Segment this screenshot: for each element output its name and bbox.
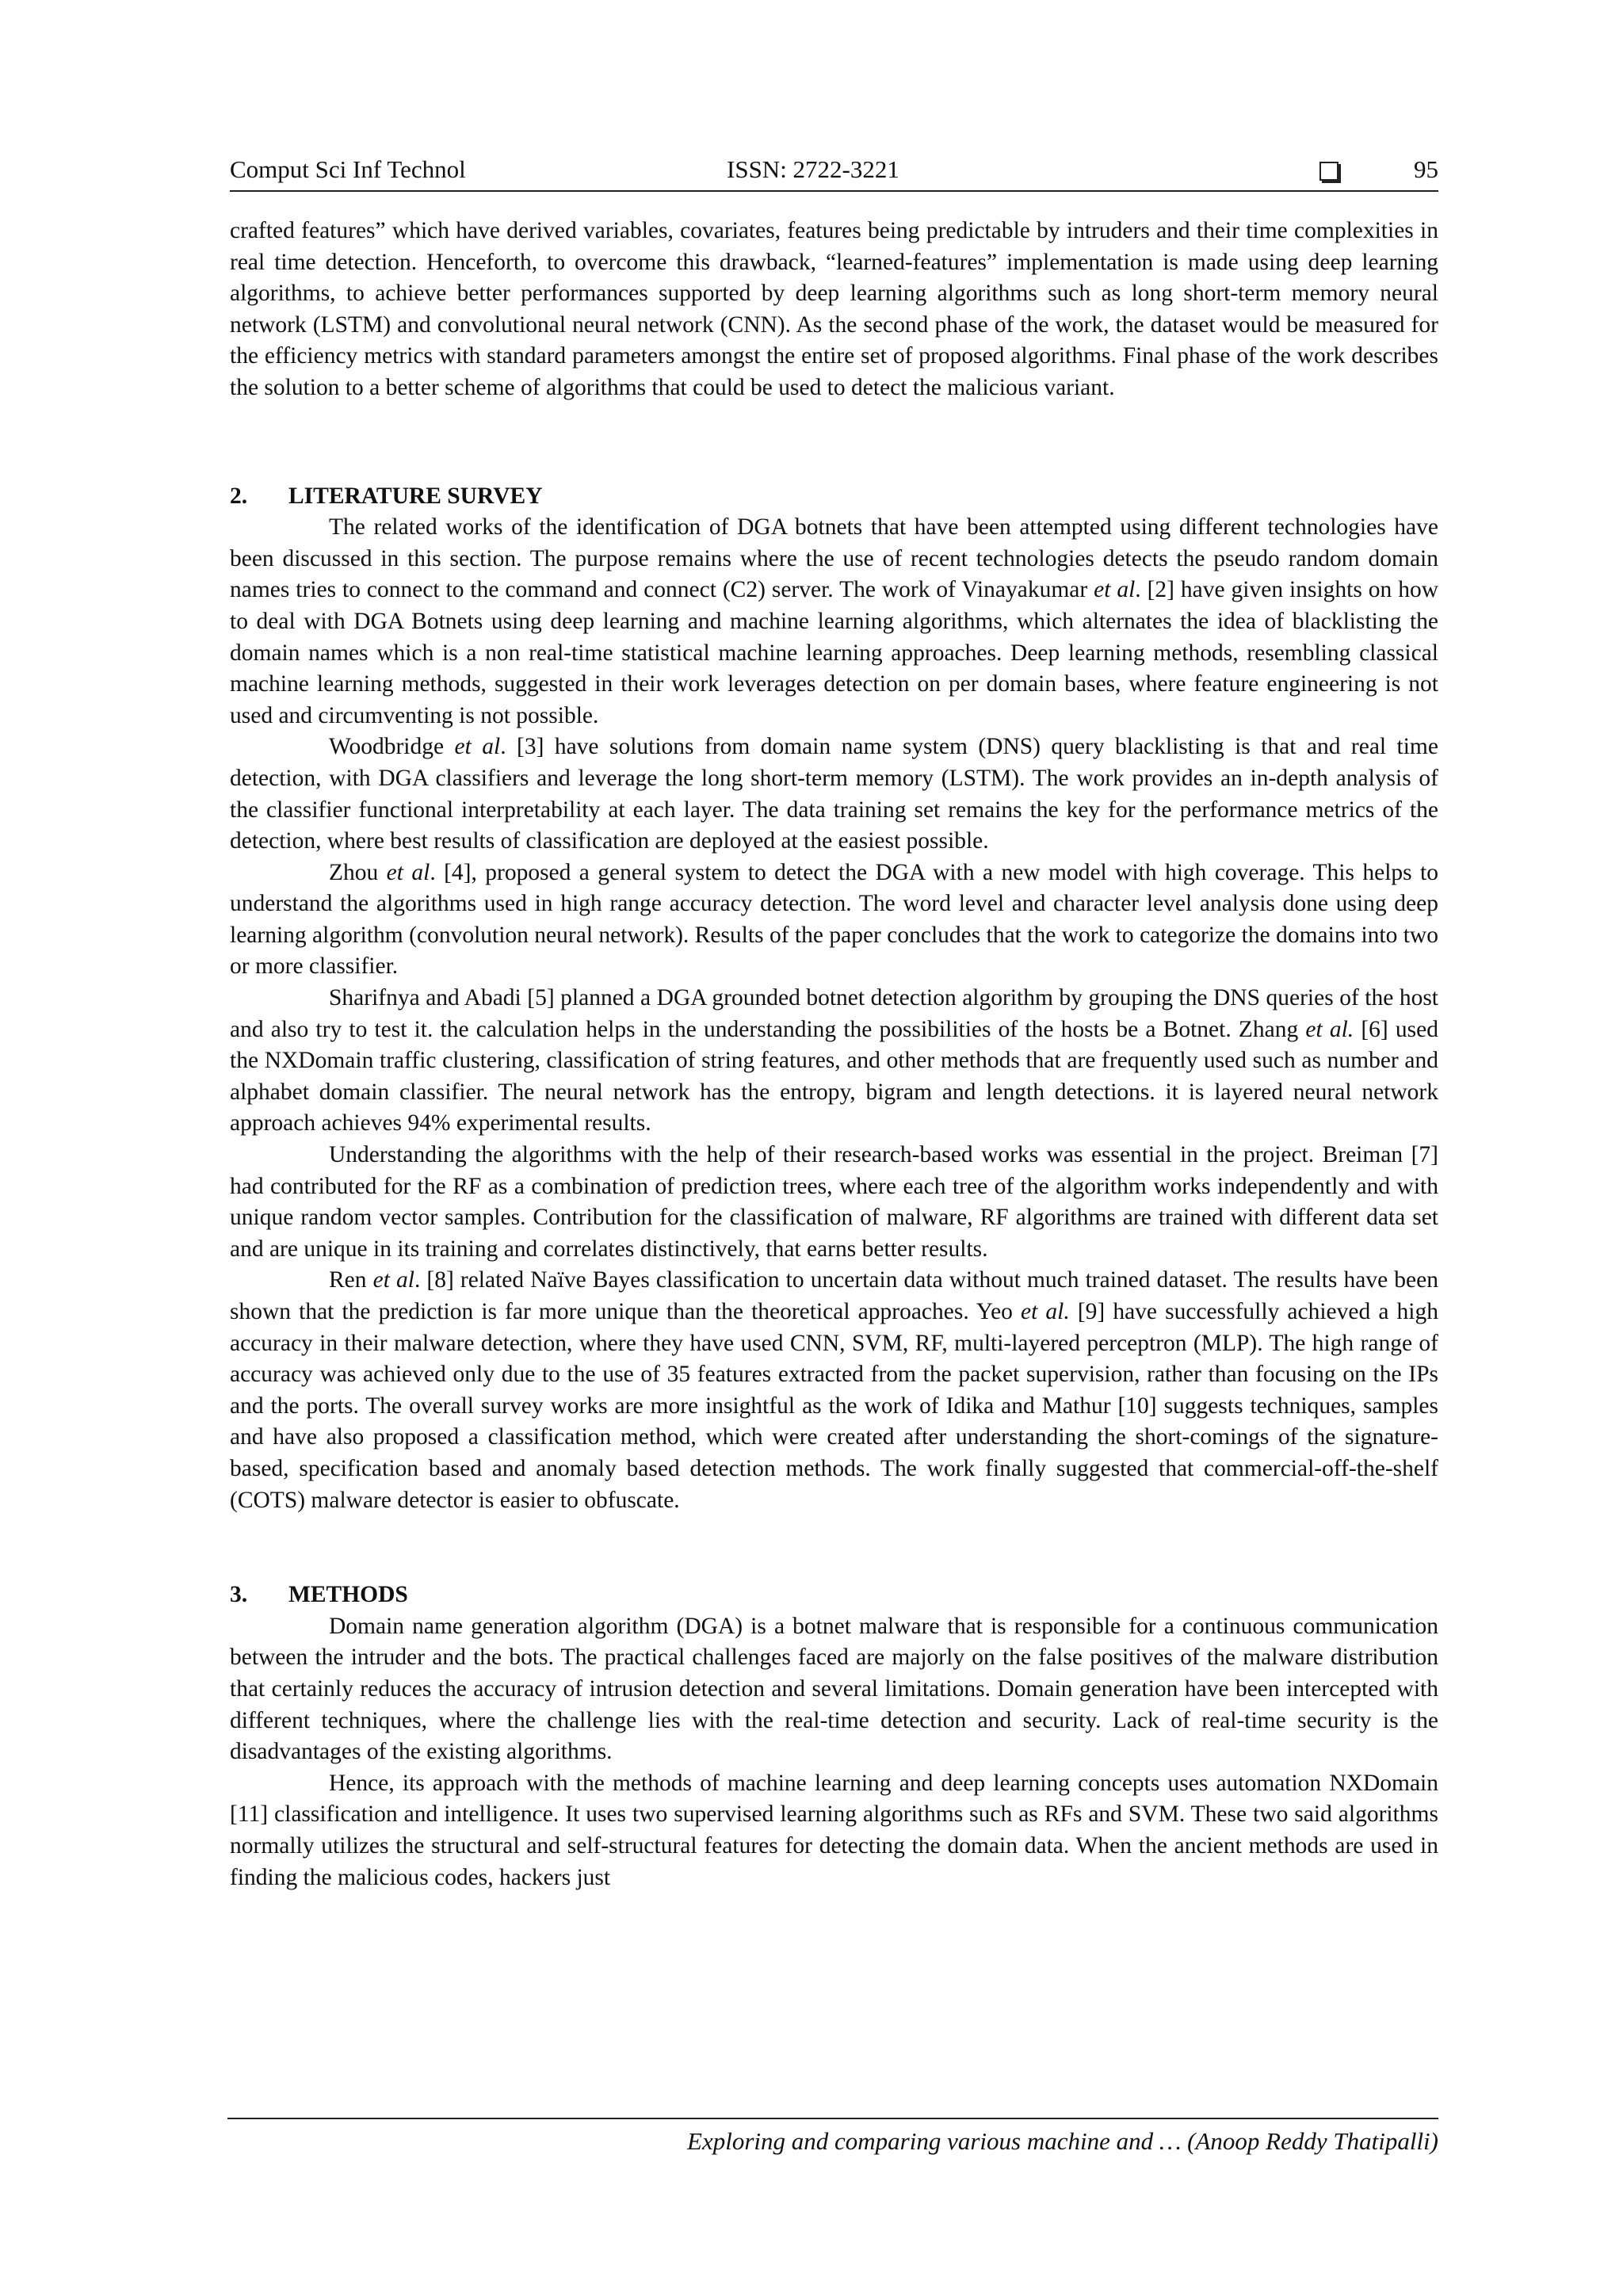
- issn: ISSN: 2722-3221: [727, 155, 899, 183]
- running-header: [230, 155, 1438, 192]
- literature-paragraph-5: Understanding the algorithms with the help of their research-based works was essential in the project. Breiman [7] had contributed for the RF as a combination of prediction trees, where each tree of the algorithm works independently and with unique random vector samples. Contribution for the classification of malware, RF algorithms are trained with different data set and are unique in its training and correlates distinctively, that earns better results.: [230, 1142, 1438, 1262]
- main-text: [230, 216, 1438, 1893]
- methods-paragraph-2: Hence, its approach with the methods of machine learning and deep learning concepts uses automation NXDomain [11] classification and intelligence. It uses two supervised learning algorithms such as RFs and SVM. These two said algorithms normally utilizes the structural and self-structural features for detecting the domain data. When the ancient methods are used in finding the malicious codes, hackers just: [230, 1770, 1438, 1890]
- methods-paragraph-1: Domain name generation algorithm (DGA) is a botnet malware that is responsible for a continuous communication between the intruder and the bots. The practical challenges faced are majorly on the false positives of the malware distribution that certainly reduces the accuracy of intrusion detection and several limitations. Domain generation have been intercepted with different techniques, where the challenge lies with the real-time detection and security. Lack of real-time security is the disadvantages of the existing algorithms.: [230, 1613, 1438, 1765]
- section-heading-methods: 3. METHODS: [230, 1582, 408, 1608]
- intro-continuation-paragraph: crafted features” which have derived variables, covariates, features being predictable by intruders and their time complexities in real time detection. Henceforth, to overcome this drawback, “learned-features” implementation is made using deep learning algorithms, to achieve better performances supported by deep learning algorithms such as long short-term memory neural network (LSTM) and convolutional neural network (CNN). As the second phase of the work, the dataset would be measured for the efficiency metrics with standard parameters amongst the entire set of proposed algorithms. Final phase of the work describes the solution to a better scheme of algorithms that could be used to detect the malicious variant.: [230, 218, 1438, 400]
- running-title: Exploring and comparing various machine and … (Anoop Reddy Thatipalli): [687, 2127, 1438, 2155]
- literature-paragraph-1: The related works of the identification of DGA botnets that have been attempted using different technologies have been discussed in this section. The purpose remains where the use of recent technologies detects the pseudo random domain names tries to connect to the command and connect (C2) server. The work of Vinayakumar et al. [2] have given insights on how to deal with DGA Botnets using deep learning and machine learning algorithms, which alternates the idea of blacklisting the domain names which is a non real-time statistical machine learning approaches. Deep learning methods, resembling classical machine learning methods, suggested in their work leverages detection on per domain bases, where feature engineering is not used and circumventing is not possible.: [230, 514, 1438, 728]
- page-number: 95: [1414, 155, 1438, 183]
- literature-paragraph-4: Sharifnya and Abadi [5] planned a DGA grounded botnet detection algorithm by grouping the DNS queries of the host and also try to test it. the calculation helps in the understanding the possibilities of the hosts be a Botnet. Zhang et al. [6] used the NXDomain traffic clustering, classification of string features, and other methods that are frequently used such as number and alphabet domain classifier. The neural network has the entropy, bigram and length detections. it is layered neural network approach achieves 94% experimental results.: [230, 985, 1438, 1137]
- literature-paragraph-6: Ren et al. [8] related Naïve Bayes classification to uncertain data without much trained dataset. The results have been shown that the prediction is far more unique than the theoretical approaches. Yeo et al. [9] have successfully achieved a high accuracy in their malware detection, where they have used CNN, SVM, RF, multi-layered perceptron (MLP). The high range of accuracy was achieved only due to the use of 35 features extracted from the packet supervision, rather than focusing on the IPs and the ports. The overall survey works are more insightful as the work of Idika and Mathur [10] suggests techniques, samples and have also proposed a classification method, which were created after understanding the short-comings of the signature-based, specification based and anomaly based detection methods. The work finally suggested that commercial-off-the-shelf (COTS) malware detector is easier to obfuscate.: [230, 1267, 1438, 1513]
- literature-paragraph-3: Zhou et al. [4], proposed a general system to detect the DGA with a new model with high coverage. This helps to understand the algorithms used in high range accuracy detection. The word level and character level analysis done using deep learning algorithm (convolution neural network). Results of the paper concludes that the work to categorize the domains into two or more classifier.: [230, 859, 1438, 980]
- section-heading-literature-survey: 2. LITERATURE SURVEY: [230, 483, 543, 509]
- literature-paragraph-2: Woodbridge et al. [3] have solutions from domain name system (DNS) query blacklisting is that and real time detection, with DGA classifiers and leverage the long short-term memory (LSTM). The work provides an in-depth analysis of the classifier functional interpretability at each layer. The data training set remains the key for the performance metrics of the detection, where best results of classification are deployed at the easiest possible.: [230, 734, 1438, 854]
- running-footer: [227, 2118, 1438, 2155]
- journal-name: Comput Sci Inf Technol: [230, 155, 466, 183]
- checkbox-square-icon: [1319, 162, 1338, 181]
